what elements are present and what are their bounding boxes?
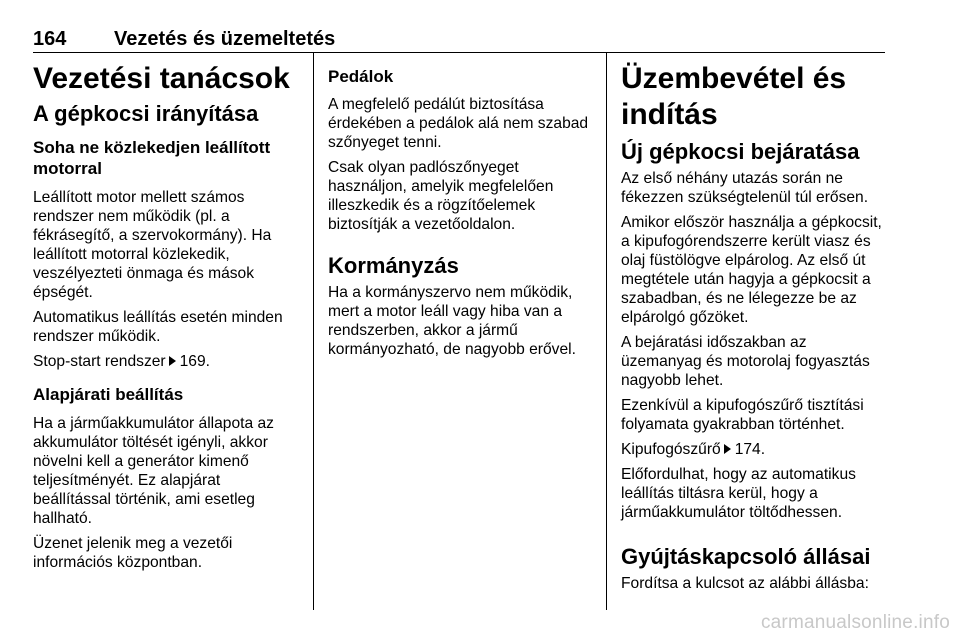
- heading-line: Soha ne közlekedjen leállított: [33, 138, 271, 157]
- reference-text: Kipufogószűrő: [621, 441, 721, 458]
- paragraph: Előfordulhat, hogy az automatikus leállítás tiltásra kerül, hogy a járműakkumulátor töltődhessen.: [621, 466, 856, 521]
- paragraph: Fordítsa a kulcsot az alábbi állásba:: [621, 575, 869, 592]
- reference-page[interactable]: 169.: [179, 353, 210, 370]
- heading-break-in: Új gépkocsi bejáratása: [621, 139, 860, 164]
- chapter-title: Vezetés és üzemeltetés: [114, 28, 336, 50]
- heading-steering: Kormányzás: [328, 253, 459, 278]
- heading-engine-off: [33, 137, 295, 179]
- paragraph: Csak olyan padlószőnyeget használjon, amelyik megfelelően illeszkedik és a rögzítőelemek biztosítják a vezetőoldalon.: [328, 159, 554, 233]
- paragraph: Leállított motor mellett számos rendszer nem működik (pl. a fékrásegítő, a szervokormány). Ha leállított motorral közlekedik, veszélyezteti önmaga és mások épségét.: [33, 189, 272, 301]
- paragraph: Az első néhány utazás során ne fékezzen szükségtelenül túl erősen.: [621, 170, 869, 206]
- page-header: [33, 28, 885, 53]
- heading-ignition: Gyújtáskapcsoló állásai: [621, 544, 871, 569]
- heading-line: motorral: [33, 159, 102, 178]
- paragraph: Ha a járműakkumulátor állapota az akkumulátor töltését igényli, akkor növelni kell a generátor kimenő teljesítményét. Ez alapjárat beállítással történik, ami esetleg hallható.: [33, 415, 274, 527]
- page-number: 164: [33, 28, 67, 50]
- subsection-title: A gépkocsi irányítása: [33, 101, 259, 126]
- paragraph: A megfelelő pedálút biztosítása érdekében a pedálok alá nem szabad szőnyeget tenni.: [328, 96, 589, 151]
- reference-page[interactable]: 174.: [734, 441, 766, 458]
- column-left: [33, 52, 295, 614]
- reference-text: Stop-start rendszer: [33, 353, 166, 370]
- paragraph: Ezenkívül a kipufogószűrő tisztítási folyamata gyakrabban történhet.: [621, 397, 864, 433]
- paragraph: Amikor először használja a gépkocsit, a kipufogórendszerre került viasz és olaj füstölögve elpárolog. Az első út megtétele után hagyja a gépkocsit a szabadban, és ne lélegezze be az elpárolgó gőzöket.: [621, 214, 882, 326]
- heading-pedals: Pedálok: [328, 67, 394, 86]
- cross-reference: [621, 440, 889, 459]
- column-divider: [606, 52, 607, 610]
- column-divider: [313, 52, 314, 610]
- column-middle: [328, 52, 594, 614]
- paragraph: Üzenet jelenik meg a vezetői információs központban.: [33, 535, 233, 571]
- paragraph: A bejáratási időszakban az üzemanyag és motorolaj fogyasztás nagyobb lehet.: [621, 334, 870, 389]
- column-right: [621, 52, 889, 614]
- heading-idle: Alapjárati beállítás: [33, 385, 184, 404]
- section-title: Vezetési tanácsok: [33, 62, 290, 95]
- reference-arrow-icon: [724, 444, 731, 454]
- paragraph: Automatikus leállítás esetén minden rendszer működik.: [33, 309, 283, 345]
- watermark: carmanualsonline.info: [760, 612, 950, 633]
- reference-arrow-icon: [169, 356, 176, 366]
- cross-reference: [33, 352, 295, 371]
- section-title: Üzembevétel és indítás: [621, 62, 847, 131]
- paragraph: Ha a kormányszervo nem működik, mert a motor leáll vagy hiba van a rendszerben, akkor a jármű kormányozható, de nagyobb erővel.: [328, 284, 576, 358]
